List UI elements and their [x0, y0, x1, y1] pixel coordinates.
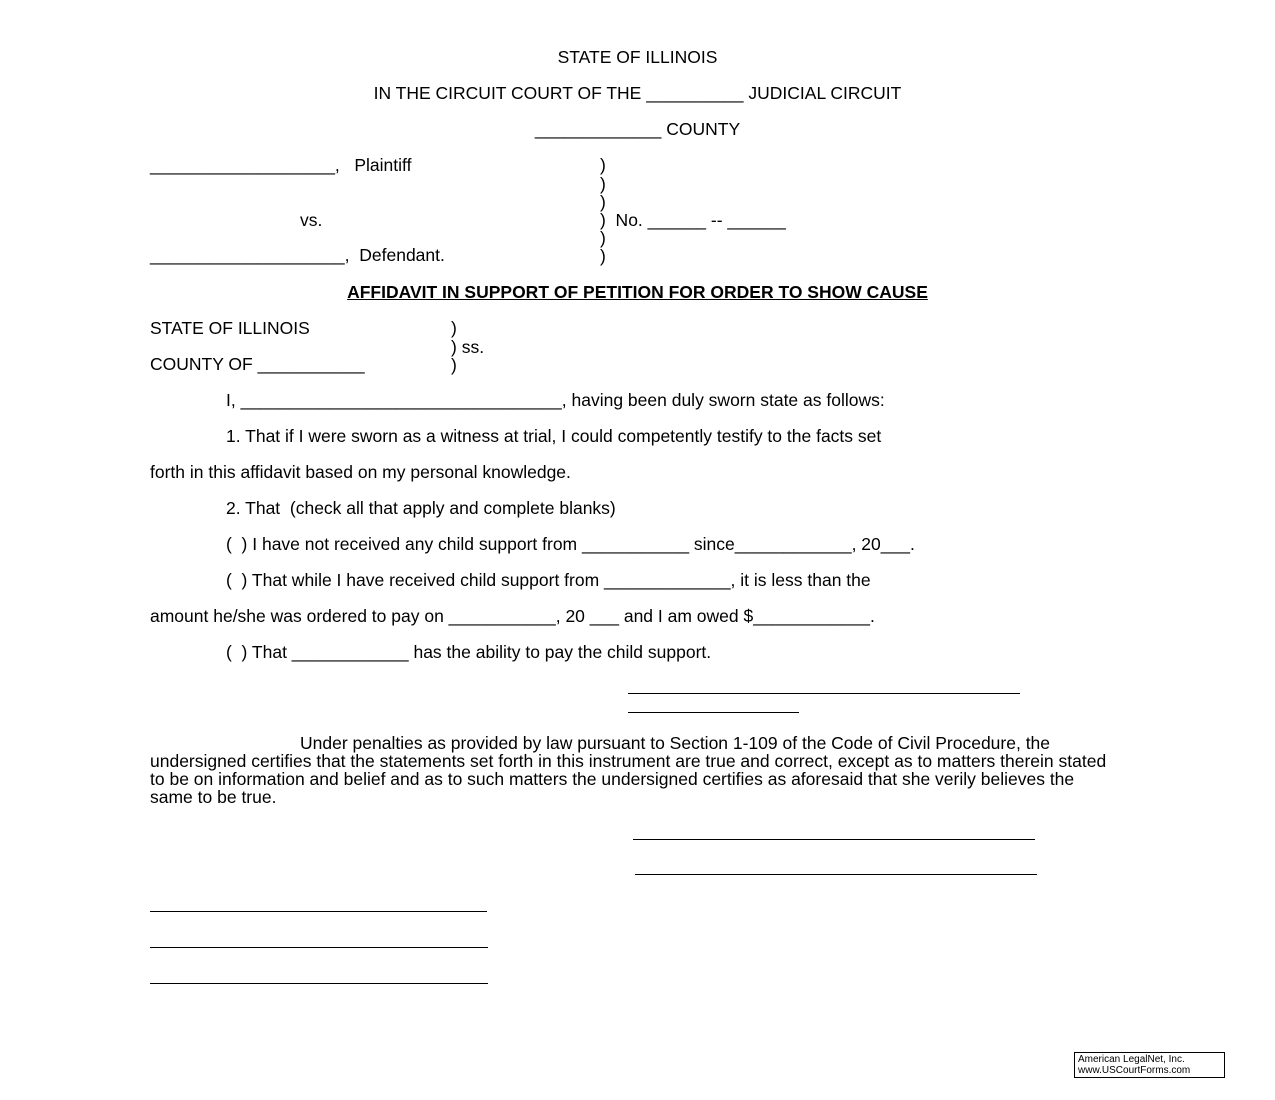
affiant-signature-line: [628, 693, 1020, 694]
footer-company: American LegalNet, Inc.: [1078, 1054, 1185, 1065]
caption-paren: ): [600, 155, 606, 175]
plaintiff-line: ___________________, Plaintiff: [150, 155, 412, 175]
document-title: AFFIDAVIT IN SUPPORT OF PETITION FOR ORDER TO SHOW CAUSE: [347, 282, 928, 302]
item-2: 2. That (check all that apply and complete blanks): [226, 498, 616, 518]
certifier-signature-line: [633, 839, 1035, 840]
affiant-name-line: [628, 712, 799, 713]
venue-paren: ): [451, 318, 457, 338]
venue-paren: ): [451, 355, 457, 375]
option-b-line-2: amount he/she was ordered to pay on ___________, 20 ___ and I am owed $____________.: [150, 606, 875, 626]
address-line: [150, 947, 488, 948]
venue-county: COUNTY OF ___________: [150, 354, 365, 374]
certifier-name-line: [635, 874, 1037, 875]
case-number: ) No. ______ -- ______: [600, 210, 786, 230]
caption-county: _____________ COUNTY: [534, 119, 741, 139]
caption-paren: ): [600, 246, 606, 266]
certification-text: Under penalties as provided by law pursuant to Section 1-109 of the Code of Civil Procedure, the undersigned certifies that the statements set forth in this instrument are true and correct, except as to matters therein stated to be on information and belief and as to such matters the undersigned certifies as aforesaid that she verily believes the same to be true.: [150, 733, 1107, 807]
certification-paragraph: [150, 734, 1110, 806]
venue-state: STATE OF ILLINOIS: [150, 318, 310, 338]
caption-paren: ): [600, 192, 606, 212]
item-1-line-2: forth in this affidavit based on my personal knowledge.: [150, 462, 571, 482]
address-line: [150, 983, 488, 984]
caption-court: IN THE CIRCUIT COURT OF THE __________ JUDICIAL CIRCUIT: [373, 83, 902, 103]
caption-state: STATE OF ILLINOIS: [557, 47, 718, 67]
option-a: ( ) I have not received any child support from ___________ since____________, 20___.: [226, 534, 915, 554]
address-line: [150, 911, 487, 912]
defendant-line: ____________________, Defendant.: [150, 245, 445, 265]
caption-paren: ): [600, 228, 606, 248]
vs-label: vs.: [300, 210, 323, 230]
footer-badge: [1074, 1052, 1225, 1078]
affiant-intro: I, _________________________________, having been duly sworn state as follows:: [226, 390, 885, 410]
option-b-line-1: ( ) That while I have received child support from _____________, it is less than the: [226, 570, 871, 590]
caption-paren: ): [600, 174, 606, 194]
footer-website: www.USCourtForms.com: [1078, 1065, 1191, 1076]
venue-ss: ) ss.: [451, 337, 485, 357]
option-c: ( ) That ____________ has the ability to pay the child support.: [226, 642, 712, 662]
item-1-line-1: 1. That if I were sworn as a witness at trial, I could competently testify to the facts set: [226, 426, 882, 446]
